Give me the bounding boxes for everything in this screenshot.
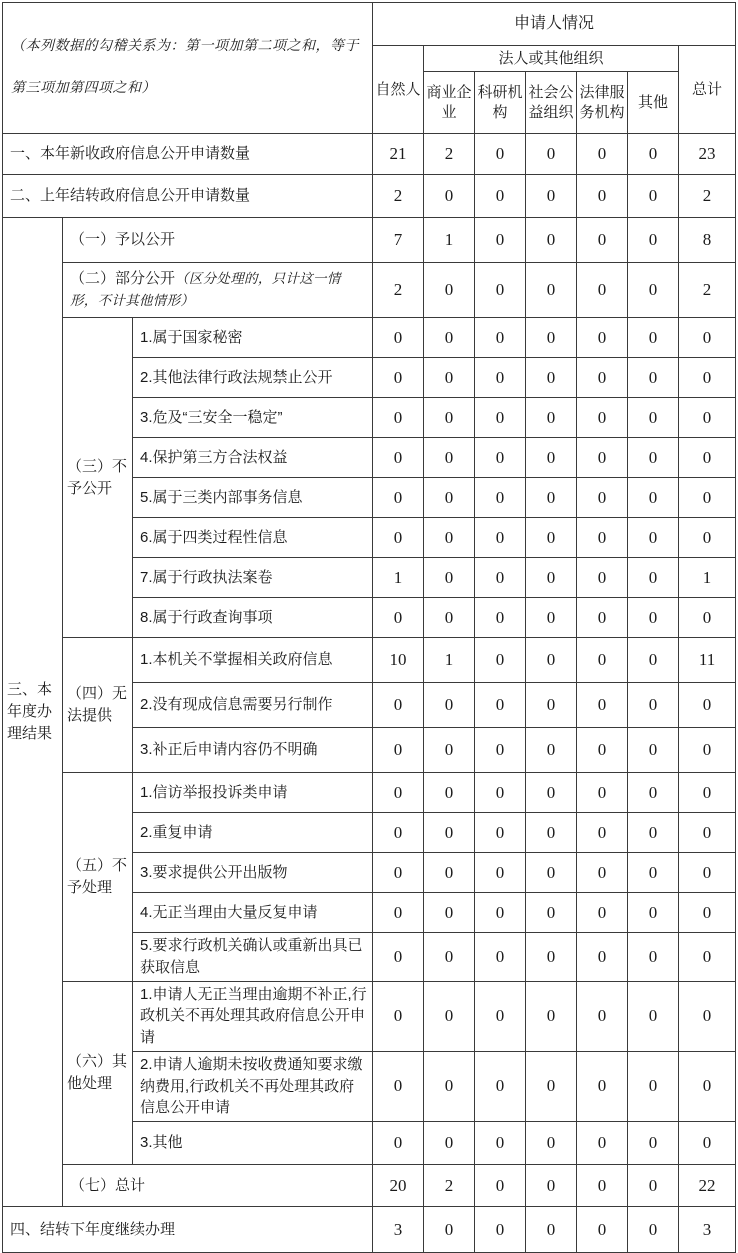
value-cell: 0	[424, 1051, 475, 1121]
value-cell: 2	[373, 175, 424, 218]
value-cell: 2	[424, 1165, 475, 1207]
refuse-row-1	[3, 318, 736, 358]
value-cell: 0	[526, 933, 577, 982]
row-next-year-label: 四、结转下年度继续办理	[3, 1207, 373, 1253]
value-cell: 0	[424, 263, 475, 318]
row-partial-label-main: （二）部分公开	[70, 270, 176, 288]
nothandle-row-1-label: 1.信访举报投诉类申请	[133, 773, 373, 813]
value-cell: 0	[526, 598, 577, 638]
value-cell: 0	[475, 175, 526, 218]
unable-row-1-label: 1.本机关不掌握相关政府信息	[133, 638, 373, 683]
value-cell: 0	[628, 773, 679, 813]
value-cell: 0	[679, 598, 736, 638]
value-cell: 3	[679, 1207, 736, 1253]
value-cell: 0	[577, 358, 628, 398]
value-cell: 0	[424, 813, 475, 853]
value-cell: 0	[475, 893, 526, 933]
value-cell: 0	[475, 438, 526, 478]
value-cell: 0	[577, 478, 628, 518]
value-cell: 1	[373, 558, 424, 598]
value-cell: 2	[679, 263, 736, 318]
value-cell: 0	[424, 438, 475, 478]
header-total: 总计	[679, 46, 736, 134]
value-cell: 0	[577, 134, 628, 175]
value-cell: 0	[475, 478, 526, 518]
value-cell: 0	[526, 1165, 577, 1207]
value-cell: 3	[373, 1207, 424, 1253]
value-cell: 0	[577, 1122, 628, 1165]
unable-row-2-label: 2.没有现成信息需要另行制作	[133, 683, 373, 728]
value-cell: 0	[526, 558, 577, 598]
value-cell: 0	[679, 518, 736, 558]
value-cell: 0	[628, 893, 679, 933]
value-cell: 0	[475, 263, 526, 318]
value-cell: 0	[475, 1051, 526, 1121]
value-cell: 0	[577, 1051, 628, 1121]
value-cell: 0	[424, 683, 475, 728]
header-legal-service-org: 法律服务机构	[577, 72, 628, 134]
value-cell: 0	[424, 558, 475, 598]
value-cell: 0	[628, 134, 679, 175]
value-cell: 0	[679, 893, 736, 933]
value-cell: 0	[373, 683, 424, 728]
value-cell: 0	[526, 773, 577, 813]
value-cell: 0	[577, 318, 628, 358]
header-natural-person: 自然人	[373, 46, 424, 134]
value-cell: 0	[373, 1051, 424, 1121]
other-row-1	[3, 981, 736, 1051]
nothandle-row-2-label: 2.重复申请	[133, 813, 373, 853]
value-cell: 8	[679, 218, 736, 263]
value-cell: 0	[679, 1051, 736, 1121]
value-cell: 0	[424, 478, 475, 518]
value-cell: 0	[526, 358, 577, 398]
value-cell: 0	[373, 933, 424, 982]
value-cell: 0	[628, 1207, 679, 1253]
value-cell: 0	[475, 598, 526, 638]
value-cell: 0	[577, 933, 628, 982]
row-granted	[3, 218, 736, 263]
row-granted-label: （一）予以公开	[63, 218, 373, 263]
header-public-welfare-org: 社会公益组织	[526, 72, 577, 134]
header-commercial-enterprise: 商业企业	[424, 72, 475, 134]
value-cell: 0	[526, 981, 577, 1051]
value-cell: 0	[475, 1207, 526, 1253]
value-cell: 0	[424, 1122, 475, 1165]
value-cell: 23	[679, 134, 736, 175]
value-cell: 0	[475, 683, 526, 728]
value-cell: 0	[373, 478, 424, 518]
row-new-requests-label: 一、本年新收政府信息公开申请数量	[3, 134, 373, 175]
row-carryover-label: 二、上年结转政府信息公开申请数量	[3, 175, 373, 218]
value-cell: 0	[526, 638, 577, 683]
refuse-row-7-label: 7.属于行政执法案卷	[133, 558, 373, 598]
value-cell: 0	[628, 683, 679, 728]
value-cell: 0	[628, 1051, 679, 1121]
value-cell: 0	[424, 893, 475, 933]
value-cell: 0	[373, 813, 424, 853]
value-cell: 0	[628, 175, 679, 218]
value-cell: 0	[526, 813, 577, 853]
value-cell: 0	[628, 598, 679, 638]
value-cell: 0	[526, 893, 577, 933]
value-cell: 0	[475, 773, 526, 813]
value-cell: 1	[679, 558, 736, 598]
value-cell: 0	[373, 518, 424, 558]
value-cell: 0	[526, 683, 577, 728]
value-cell: 0	[577, 893, 628, 933]
value-cell: 11	[679, 638, 736, 683]
value-cell: 0	[577, 398, 628, 438]
other-row-1-label: 1.申请人无正当理由逾期不补正,行政机关不再处理其政府信息公开申请	[133, 981, 373, 1051]
value-cell: 0	[628, 218, 679, 263]
refuse-row-5-label: 5.属于三类内部事务信息	[133, 478, 373, 518]
value-cell: 0	[526, 1051, 577, 1121]
value-cell: 0	[679, 683, 736, 728]
other-row-3-label: 3.其他	[133, 1122, 373, 1165]
value-cell: 0	[577, 638, 628, 683]
row-next-year	[3, 1207, 736, 1253]
unable-row-3-label: 3.补正后申请内容仍不明确	[133, 728, 373, 773]
refuse-row-2-label: 2.其他法律行政法规禁止公开	[133, 358, 373, 398]
header-other: 其他	[628, 72, 679, 134]
value-cell: 2	[679, 175, 736, 218]
value-cell: 0	[679, 438, 736, 478]
value-cell: 0	[373, 981, 424, 1051]
row-section-total	[3, 1165, 736, 1207]
value-cell: 0	[577, 1165, 628, 1207]
section3-label: 三、本年度办理结果	[3, 218, 63, 1207]
value-cell: 0	[475, 358, 526, 398]
value-cell: 0	[424, 773, 475, 813]
value-cell: 0	[373, 853, 424, 893]
value-cell: 0	[373, 438, 424, 478]
value-cell: 0	[577, 218, 628, 263]
value-cell: 0	[424, 598, 475, 638]
value-cell: 0	[679, 318, 736, 358]
value-cell: 2	[373, 263, 424, 318]
value-cell: 0	[424, 175, 475, 218]
row-partial-label-note: （区分处理的，只计这一情形，不计其他情形）	[70, 271, 341, 308]
value-cell: 7	[373, 218, 424, 263]
group-refuse-label: （三）不予公开	[63, 318, 133, 638]
value-cell: 0	[373, 358, 424, 398]
value-cell: 0	[526, 175, 577, 218]
value-cell: 0	[679, 933, 736, 982]
value-cell: 0	[526, 398, 577, 438]
reconciliation-note: （本列数据的勾稽关系为：第一项加第二项之和，等于第三项加第四项之和）	[3, 3, 373, 134]
row-section-total-label: （七）总计	[63, 1165, 373, 1207]
value-cell: 22	[679, 1165, 736, 1207]
value-cell: 0	[475, 813, 526, 853]
value-cell: 0	[679, 773, 736, 813]
row-partial-label	[63, 263, 373, 318]
value-cell: 0	[373, 318, 424, 358]
nothandle-row-3-label: 3.要求提供公开出版物	[133, 853, 373, 893]
header-research-institution: 科研机构	[475, 72, 526, 134]
nothandle-row-5-label: 5.要求行政机关确认或重新出具已获取信息	[133, 933, 373, 982]
value-cell: 0	[526, 318, 577, 358]
value-cell: 0	[475, 318, 526, 358]
value-cell: 0	[577, 1207, 628, 1253]
unable-row-1	[3, 638, 736, 683]
value-cell: 2	[424, 134, 475, 175]
value-cell: 0	[577, 263, 628, 318]
value-cell: 0	[628, 398, 679, 438]
nothandle-row-4-label: 4.无正当理由大量反复申请	[133, 893, 373, 933]
value-cell: 0	[424, 933, 475, 982]
value-cell: 0	[424, 1207, 475, 1253]
value-cell: 0	[577, 683, 628, 728]
value-cell: 0	[628, 438, 679, 478]
group-nothandle-label: （五）不予处理	[63, 773, 133, 982]
value-cell: 0	[373, 598, 424, 638]
value-cell: 0	[628, 478, 679, 518]
value-cell: 0	[679, 813, 736, 853]
value-cell: 1	[424, 638, 475, 683]
value-cell: 0	[424, 518, 475, 558]
value-cell: 0	[373, 1122, 424, 1165]
value-cell: 0	[526, 518, 577, 558]
value-cell: 10	[373, 638, 424, 683]
value-cell: 0	[679, 398, 736, 438]
value-cell: 0	[373, 398, 424, 438]
info-disclosure-request-table	[2, 2, 736, 1253]
value-cell: 0	[577, 518, 628, 558]
value-cell: 0	[373, 773, 424, 813]
nothandle-row-1	[3, 773, 736, 813]
refuse-row-6-label: 6.属于四类过程性信息	[133, 518, 373, 558]
value-cell: 0	[475, 1165, 526, 1207]
value-cell: 0	[577, 981, 628, 1051]
header-applicant-situation: 申请人情况	[373, 3, 736, 46]
value-cell: 0	[526, 853, 577, 893]
value-cell: 0	[679, 358, 736, 398]
value-cell: 0	[577, 438, 628, 478]
value-cell: 0	[475, 933, 526, 982]
refuse-row-3-label: 3.危及“三安全一稳定”	[133, 398, 373, 438]
value-cell: 0	[475, 218, 526, 263]
row-new-requests	[3, 134, 736, 175]
value-cell: 0	[628, 853, 679, 893]
value-cell: 0	[628, 518, 679, 558]
value-cell: 0	[679, 728, 736, 773]
value-cell: 0	[526, 1122, 577, 1165]
value-cell: 0	[577, 728, 628, 773]
value-cell: 0	[424, 728, 475, 773]
value-cell: 0	[577, 853, 628, 893]
value-cell: 0	[577, 813, 628, 853]
group-other-label: （六）其他处理	[63, 981, 133, 1165]
value-cell: 0	[373, 728, 424, 773]
value-cell: 0	[577, 175, 628, 218]
value-cell: 0	[679, 981, 736, 1051]
value-cell: 0	[475, 134, 526, 175]
value-cell: 0	[628, 1122, 679, 1165]
value-cell: 0	[628, 318, 679, 358]
refuse-row-8-label: 8.属于行政查询事项	[133, 598, 373, 638]
value-cell: 0	[526, 438, 577, 478]
value-cell: 0	[424, 318, 475, 358]
refuse-row-4-label: 4.保护第三方合法权益	[133, 438, 373, 478]
value-cell: 0	[424, 853, 475, 893]
value-cell: 0	[526, 134, 577, 175]
value-cell: 0	[628, 638, 679, 683]
value-cell: 0	[475, 1122, 526, 1165]
value-cell: 0	[373, 893, 424, 933]
value-cell: 0	[475, 518, 526, 558]
header-row-1	[3, 3, 736, 46]
value-cell: 21	[373, 134, 424, 175]
value-cell: 20	[373, 1165, 424, 1207]
value-cell: 0	[577, 558, 628, 598]
value-cell: 0	[526, 263, 577, 318]
row-partial	[3, 263, 736, 318]
value-cell: 0	[628, 263, 679, 318]
value-cell: 0	[475, 981, 526, 1051]
group-unable-label: （四）无法提供	[63, 638, 133, 773]
value-cell: 0	[526, 1207, 577, 1253]
value-cell: 0	[577, 773, 628, 813]
value-cell: 0	[628, 558, 679, 598]
value-cell: 0	[424, 398, 475, 438]
value-cell: 0	[628, 358, 679, 398]
value-cell: 0	[475, 728, 526, 773]
value-cell: 0	[424, 358, 475, 398]
value-cell: 1	[424, 218, 475, 263]
value-cell: 0	[679, 853, 736, 893]
value-cell: 0	[526, 218, 577, 263]
value-cell: 0	[628, 933, 679, 982]
row-carryover	[3, 175, 736, 218]
header-legal-org: 法人或其他组织	[424, 46, 679, 72]
value-cell: 0	[679, 1122, 736, 1165]
value-cell: 0	[475, 398, 526, 438]
value-cell: 0	[628, 1165, 679, 1207]
value-cell: 0	[628, 813, 679, 853]
value-cell: 0	[475, 558, 526, 598]
value-cell: 0	[475, 638, 526, 683]
value-cell: 0	[424, 981, 475, 1051]
value-cell: 0	[475, 853, 526, 893]
value-cell: 0	[526, 478, 577, 518]
value-cell: 0	[628, 981, 679, 1051]
value-cell: 0	[526, 728, 577, 773]
refuse-row-1-label: 1.属于国家秘密	[133, 318, 373, 358]
value-cell: 0	[577, 598, 628, 638]
other-row-2-label: 2.申请人逾期未按收费通知要求缴纳费用,行政机关不再处理其政府信息公开申请	[133, 1051, 373, 1121]
value-cell: 0	[628, 728, 679, 773]
value-cell: 0	[679, 478, 736, 518]
